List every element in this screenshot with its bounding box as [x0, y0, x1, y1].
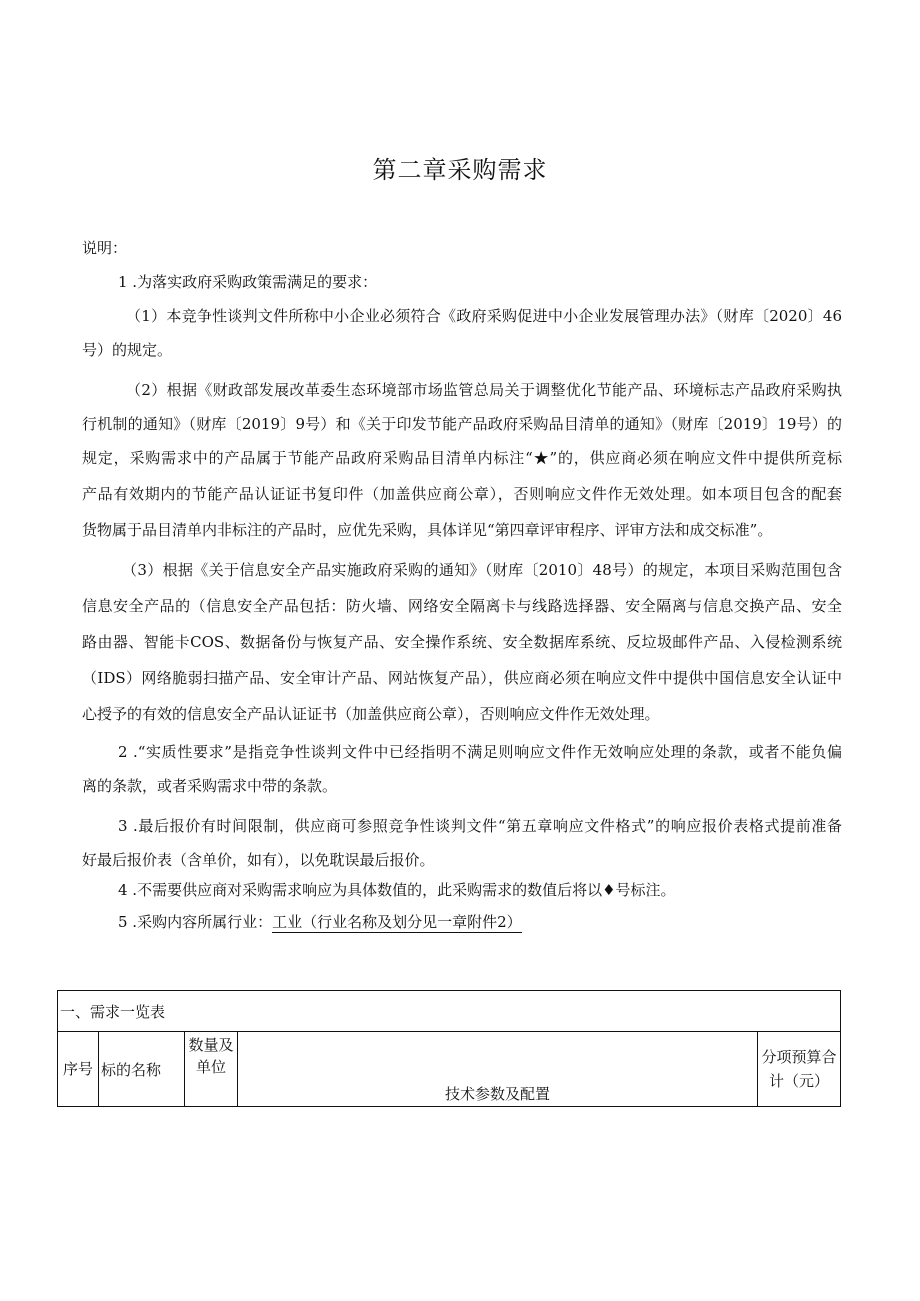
header-name: 标的名称 [99, 1032, 185, 1107]
page-title: 第二章采购需求 [372, 156, 548, 184]
requirements-table [57, 990, 841, 1107]
para-2-line-1: （2）根据《财政部发展改革委生态环境部市场监管总局关于调整优化节能产品、环境标志产品政府采购执 [126, 381, 842, 399]
intro-label: 说明： [82, 239, 128, 257]
para-3-line-3: 路由器、智能卡COS、数据备份与恢复产品、安全操作系统、安全数据库系统、反垃圾邮件产品、入侵检测系统 [82, 633, 842, 651]
table-caption: 一、需求一览表 [58, 991, 841, 1032]
para-2-line-4: 产品有效期内的节能产品认证证书复印件（加盖供应商公章），否则响应文件作无效处理。如本项目包含的配套 [82, 485, 842, 503]
para-3-line-5: 心授予的有效的信息安全产品认证证书（加盖供应商公章），否则响应文件作无效处理。 [82, 705, 660, 723]
para-2-line-2: 行机制的通知》（财库〔2019〕9号）和《关于印发节能产品政府采购品目清单的通知》（财库〔2019〕19号）的 [82, 415, 842, 433]
item-5 [82, 912, 842, 932]
para-3-line-1: （3）根据《关于信息安全产品实施政府采购的通知》（财库〔2010〕48号）的规定，本项目采购范围包含 [122, 561, 842, 579]
header-budget: 分项预算合计（元） [758, 1032, 841, 1107]
table-header-row [58, 1032, 841, 1107]
industry-value: 工业（行业名称及划分见一章附件2） [272, 913, 522, 931]
header-seq: 序号 [58, 1032, 99, 1107]
para-1-line-1: （1）本竞争性谈判文件所称中小企业必须符合《政府采购促进中小企业发展管理办法》（财库〔2020〕46 [126, 307, 842, 325]
para-2-line-5: 货物属于品目清单内非标注的产品时，应优先采购，具体详见“第四章评审程序、评审方法和成交标准”。 [82, 521, 773, 539]
header-tech: 技术参数及配置 [238, 1032, 758, 1107]
header-qty: 数量及单位 [185, 1032, 238, 1107]
item-5-label: 5 .采购内容所属行业： [118, 913, 273, 931]
para-3-line-4: （IDS）网络脆弱扫描产品、安全审计产品、网站恢复产品），供应商必须在响应文件中提供中国信息安全认证中 [82, 669, 842, 687]
para-2-line-3: 规定，采购需求中的产品属于节能产品政府采购品目清单内标注“★”的，供应商必须在响应文件中提供所竞标 [82, 449, 842, 467]
item-3-line-2: 好最后报价表（含单价，如有），以免耽误最后报价。 [82, 851, 435, 869]
para-1-line-2: 号）的规定。 [82, 341, 173, 359]
item-2-line-1: 2 .“实质性要求”是指竞争性谈判文件中已经指明不满足则响应文件作无效响应处理的条款，或者不能负偏 [118, 743, 842, 761]
item-1: 1 .为落实政府采购政策需满足的要求： [118, 273, 378, 291]
para-3-line-2: 信息安全产品的（信息安全产品包括：防火墙、网络安全隔离卡与线路选择器、安全隔离与信息交换产品、安全 [82, 597, 842, 615]
item-2-line-2: 离的条款，或者采购需求中带的条款。 [82, 777, 338, 795]
item-3-line-1: 3 .最后报价有时间限制，供应商可参照竞争性谈判文件“第五章响应文件格式”的响应报价表格式提前准备 [118, 817, 842, 835]
item-4: 4 .不需要供应商对采购需求响应为具体数值的，此采购需求的数值后将以♦号标注。 [118, 881, 676, 899]
